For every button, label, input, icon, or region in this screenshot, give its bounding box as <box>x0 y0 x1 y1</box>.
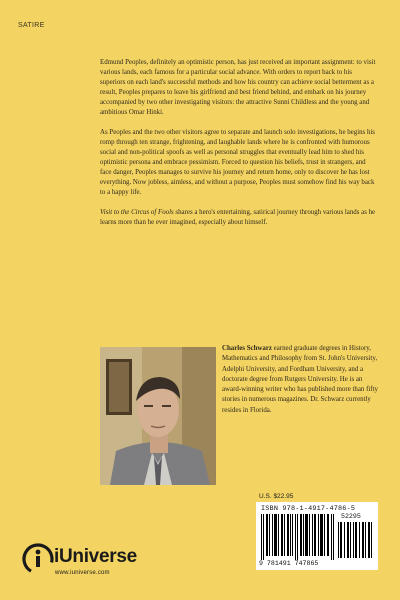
barcode-main-bars <box>261 514 337 560</box>
description-paragraph-1: Edmund Peoples, definitely an optimistic person, has just received an important assignment: to visit various lands, each famous for a particular social advance. With orders to report back to his superiors on each land's successful methods and how his country can achieve social betterment as a result, Peoples prepares to leave his girlfriend and best friend behind, and embark on his journey accompanied by two other investigating visitors: the attractive Sunni Childless and the young and ambitious Omar Hinki. <box>100 59 376 116</box>
author-bio-text: earned graduate degrees in History, Mathematics and Philosophy from St. John's University, Adelphi University, and Fordham University, and a doctorate degree from Rutgers University. He is an award-winning writer who has published more than fifty stories in numerous magazines. Dr. Schwarz currently resides in Florida. <box>222 345 378 414</box>
genre-label: SATIRE <box>18 22 45 29</box>
publisher-url: www.iuniverse.com <box>55 570 110 576</box>
publisher-name: iUniverse <box>54 546 137 567</box>
iuniverse-logo-icon <box>22 543 54 575</box>
book-description <box>100 58 378 238</box>
isbn-barcode <box>256 502 378 570</box>
description-paragraph-3-text: shares a hero's entertaining, satirical journey through various lands as he learns more than he ever imagined, especially about himself. <box>100 209 376 226</box>
author-photo <box>100 347 216 485</box>
barcode-number: 9 781491 747865 <box>259 560 319 567</box>
price-label: U.S. $22.95 <box>259 493 294 500</box>
barcode-addon-number: 52295 <box>341 513 361 520</box>
isbn-number: ISBN 978-1-4917-4786-5 <box>261 505 356 513</box>
description-paragraph-3 <box>100 208 378 228</box>
barcode-addon-bars <box>338 522 372 558</box>
description-paragraph-2: As Peoples and the two other visitors agree to separate and launch solo investigations, he begins his romp through ten strange, frightening, and laughable lands where he is confronted with humorous social and non-political spoofs as well as personal struggles that eventually lead him to shed his optimistic persona and embrace pessimism. Forced to question his beliefs, trust in strangers, and face danger, Peoples manages to survive his journey and return home, only to discover he has lost everything. Now jobless, aimless, and without a purpose, Peoples must somehow find his way back to a happy life. <box>100 129 375 196</box>
book-title-italic: Visit to the Circus of Fools <box>100 209 174 216</box>
author-name: Charles Schwarz <box>222 345 272 352</box>
publisher-logo <box>22 543 172 583</box>
author-bio <box>222 344 380 416</box>
